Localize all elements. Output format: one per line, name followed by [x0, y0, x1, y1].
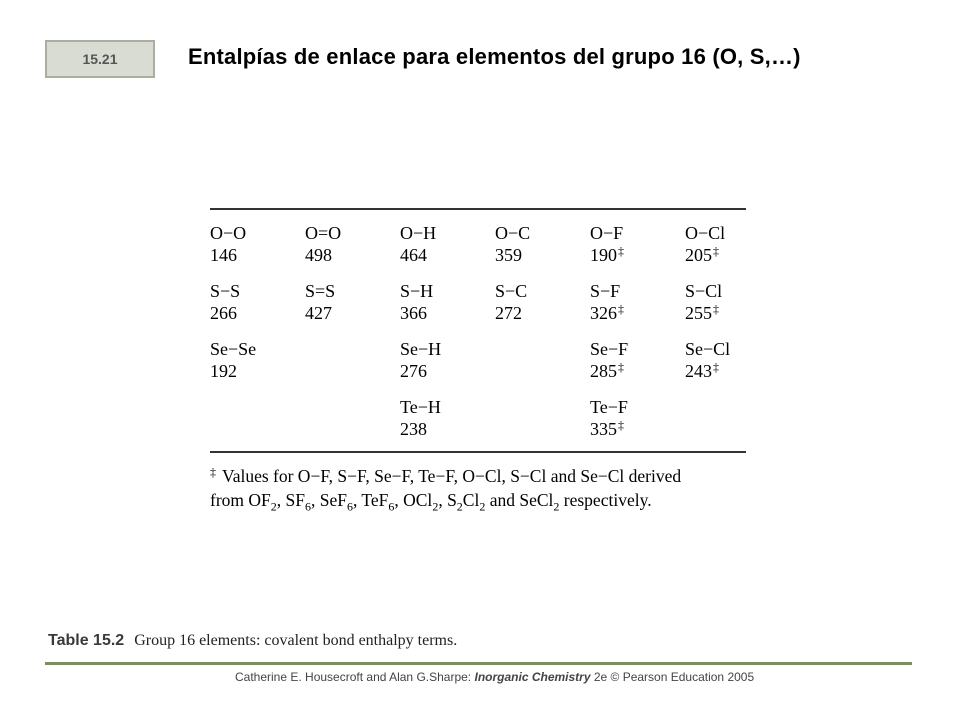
bond-enthalpy-number: 190 [590, 245, 617, 265]
bond-enthalpy-value [400, 360, 495, 382]
bond-label: Te−F [590, 397, 628, 417]
table-cell [685, 222, 746, 266]
table-cell [590, 280, 685, 324]
bond-label: Se−F [590, 339, 629, 359]
footnote-segment: , TeF [352, 490, 389, 510]
bond-enthalpy-number: 285 [590, 361, 617, 381]
bond-enthalpy-value [210, 360, 305, 382]
bond-label: Se−Cl [685, 339, 731, 359]
bond-enthalpy-value [685, 244, 746, 266]
bond-enthalpy-value [305, 244, 400, 266]
bond-enthalpy-value [495, 360, 590, 382]
bond-label: O−H [400, 223, 437, 243]
bond-enthalpy-number: 335 [590, 419, 617, 439]
table-cell [305, 222, 400, 266]
table-cell [210, 222, 305, 266]
bond-enthalpy-value [685, 418, 746, 440]
bond-enthalpy-value [210, 244, 305, 266]
slide-number: 15.21 [82, 51, 118, 67]
bond-enthalpy-number: 192 [210, 361, 237, 381]
bond-enthalpy-value [685, 360, 746, 382]
footnote-subscript: 6 [346, 499, 353, 514]
bond-enthalpy-value [305, 418, 400, 440]
table-cell [495, 222, 590, 266]
bond-label: O=O [305, 223, 342, 243]
table-cell [400, 280, 495, 324]
table-grid [210, 222, 746, 440]
bond-label [305, 396, 400, 418]
table-cell [495, 396, 590, 440]
dagger-mark: ‡ [713, 360, 719, 374]
table-cell [305, 338, 400, 382]
table-cell [685, 338, 746, 382]
dagger-mark: ‡ [713, 302, 719, 316]
table-cell [495, 280, 590, 324]
slide-title: Entalpías de enlace para elementos del grupo 16 (O, S,…) [188, 44, 801, 69]
bond-enthalpy-number: 427 [305, 303, 332, 323]
bond-enthalpy-number: 146 [210, 245, 237, 265]
footnote-line-1 [210, 465, 746, 489]
bond-enthalpy-number: 272 [495, 303, 522, 323]
bond-label [685, 396, 746, 418]
bond-enthalpy-value [590, 302, 685, 324]
bond-enthalpy-number: 238 [400, 419, 427, 439]
dagger-mark: ‡ [713, 244, 719, 258]
dagger-mark: ‡ [618, 244, 624, 258]
bond-label: S−C [495, 281, 528, 301]
bond-enthalpy-number: 276 [400, 361, 427, 381]
footnote-subscript: 2 [270, 499, 277, 514]
table-cell [685, 280, 746, 324]
bond-enthalpy-number: 255 [685, 303, 712, 323]
bond-label: O−C [495, 223, 531, 243]
footnote-subscript: 6 [304, 499, 311, 514]
footnote-subscript: 6 [388, 499, 395, 514]
dagger-mark: ‡ [618, 302, 624, 316]
dagger-mark: ‡ [618, 418, 624, 432]
bond-enthalpy-number: 366 [400, 303, 427, 323]
footnote-segment: , SeF [310, 490, 347, 510]
footnote-segment: Cl [462, 490, 480, 510]
bond-label: S−H [400, 281, 434, 301]
table-cell [495, 338, 590, 382]
credit-book: Inorganic Chemistry [474, 670, 591, 684]
footnote-segment: , OCl [394, 490, 433, 510]
footnote-mark: ‡ [210, 465, 216, 479]
bond-enthalpy-value [210, 418, 305, 440]
table-cell [590, 396, 685, 440]
table-cell [305, 280, 400, 324]
bond-label: Te−H [400, 397, 441, 417]
caption-label: Table 15.2 [48, 632, 125, 649]
footnote-segment: , SF [276, 490, 305, 510]
bond-label [305, 338, 400, 360]
table-cell [685, 396, 746, 440]
table-cell [590, 222, 685, 266]
table-cell [305, 396, 400, 440]
footnote-subscript: 2 [553, 499, 560, 514]
bond-enthalpy-value [400, 244, 495, 266]
bond-label: O−Cl [685, 223, 726, 243]
footnote-segment: , S [438, 490, 457, 510]
credit-suffix: 2e © Pearson Education 2005 [590, 670, 755, 684]
bond-enthalpy-value [495, 302, 590, 324]
footer-rule [45, 662, 912, 665]
footnote-line-2 [210, 489, 746, 518]
bond-enthalpy-value [495, 244, 590, 266]
bond-enthalpy-number: 243 [685, 361, 712, 381]
footnote-segment: respectively. [559, 490, 652, 510]
credit-prefix: Catherine E. Housecroft and Alan G.Sharpe: [235, 670, 475, 684]
dagger-mark: ‡ [618, 360, 624, 374]
bond-enthalpy-number: 464 [400, 245, 427, 265]
bond-enthalpy-number: 326 [590, 303, 617, 323]
bond-label: S=S [305, 281, 336, 301]
bond-enthalpy-value [590, 360, 685, 382]
footnote-subscript: 2 [456, 499, 463, 514]
bond-label: O−O [210, 223, 247, 243]
table-top-rule [210, 208, 746, 210]
table-cell [210, 396, 305, 440]
bond-enthalpy-value [210, 302, 305, 324]
table-footnote [210, 465, 746, 518]
bond-label: S−F [590, 281, 621, 301]
bond-enthalpy-value [590, 244, 685, 266]
footnote-subscript: 2 [479, 499, 486, 514]
bond-enthalpy-number: 266 [210, 303, 237, 323]
credit-line [235, 670, 754, 684]
bond-enthalpy-value [685, 302, 746, 324]
footnote-text-1: Values for O−F, S−F, Se−F, Te−F, O−Cl, S−Cl and Se−Cl derived [222, 466, 682, 486]
bond-label: Se−Se [210, 339, 257, 359]
bond-label [495, 396, 590, 418]
bond-enthalpy-number: 359 [495, 245, 522, 265]
footnote-segment: from OF [210, 490, 271, 510]
table-cell [400, 338, 495, 382]
bond-enthalpy-value [305, 360, 400, 382]
bond-label [495, 338, 590, 360]
bond-enthalpy-value [590, 418, 685, 440]
bond-enthalpy-value [400, 418, 495, 440]
table-cell [210, 338, 305, 382]
bond-enthalpy-table [210, 208, 746, 518]
table-cell [400, 396, 495, 440]
footnote-segment: and SeCl [485, 490, 554, 510]
table-bottom-rule [210, 451, 746, 453]
bond-label: Se−H [400, 339, 442, 359]
bond-label: O−F [590, 223, 624, 243]
bond-label: S−Cl [685, 281, 723, 301]
caption-text: Group 16 elements: covalent bond enthalpy terms. [134, 632, 458, 649]
bond-enthalpy-value [400, 302, 495, 324]
bond-enthalpy-number: 205 [685, 245, 712, 265]
table-cell [400, 222, 495, 266]
slide-number-badge [45, 40, 155, 78]
table-cell [210, 280, 305, 324]
bond-enthalpy-value [305, 302, 400, 324]
table-caption [48, 632, 457, 650]
footnote-subscript: 2 [432, 499, 439, 514]
bond-label: S−S [210, 281, 241, 301]
bond-label [210, 396, 305, 418]
bond-enthalpy-value [495, 418, 590, 440]
table-cell [590, 338, 685, 382]
bond-enthalpy-number: 498 [305, 245, 332, 265]
